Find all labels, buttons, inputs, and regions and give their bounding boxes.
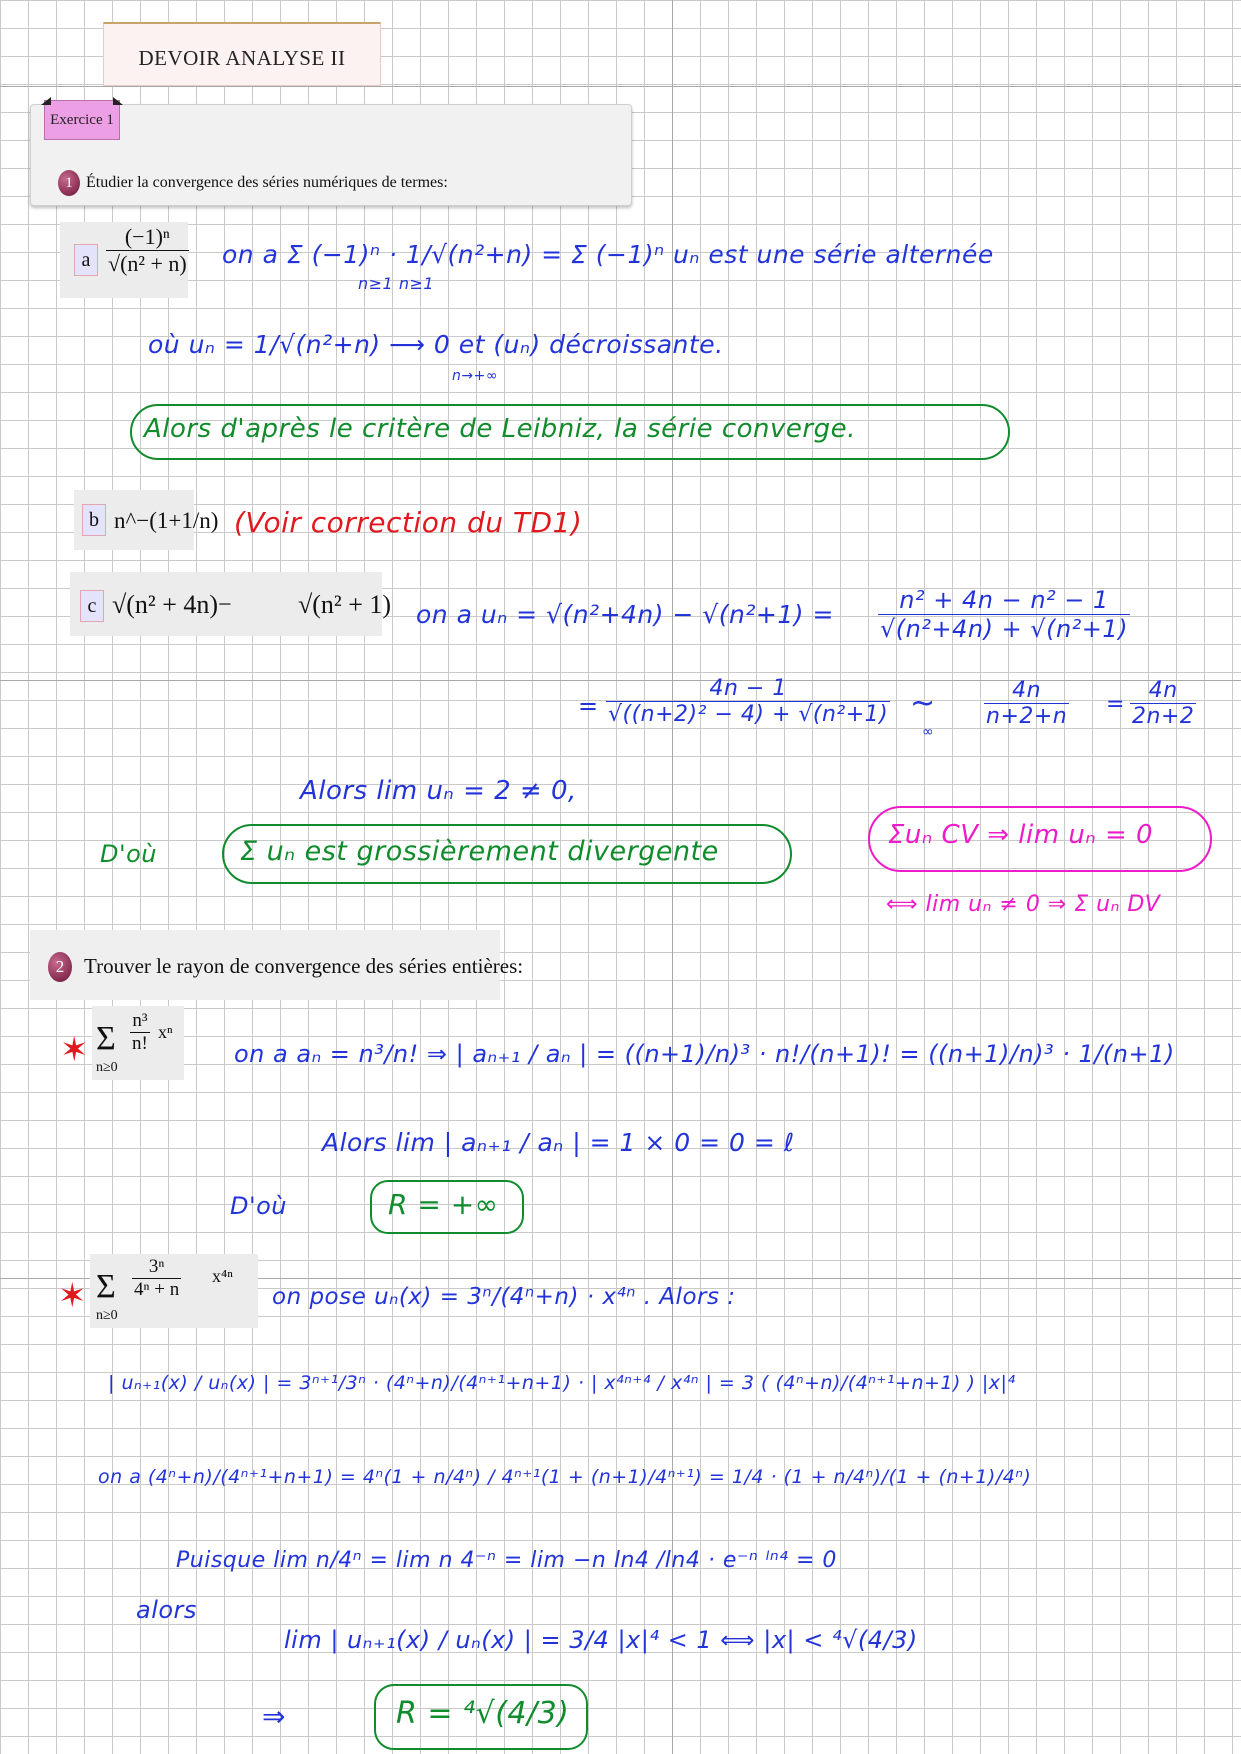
part-c-expr-right: √(n² + 1) — [298, 590, 392, 619]
series-2-line5: lim | uₙ₊₁(x) / uₙ(x) | = 3/4 |x|⁴ < 1 ⟺ |x| < ⁴√(4/3) — [284, 1626, 918, 1654]
part-c-line2-sim-sub: ∞ — [922, 724, 935, 740]
series-2-line3: on a (4ⁿ+n)/(4ⁿ⁺¹+n+1) = 4ⁿ(1 + n/4ⁿ) / 4ⁿ⁺¹(1 + (n+1)/4ⁿ⁺¹) = 1/4 · (1 + n/4ⁿ)/(1 + (n+1)/4ⁿ) — [98, 1466, 1032, 1488]
part-c-line2-frac — [606, 676, 890, 727]
part-c-line2-frac3 — [1130, 678, 1196, 729]
part-c-line2-num2: 4n — [1012, 678, 1042, 703]
series-2-den: 4ⁿ + n — [134, 1279, 180, 1300]
part-c-frac-num: n² + 4n − n² − 1 — [899, 586, 1109, 614]
document-title: DEVOIR ANALYSE II — [138, 46, 346, 70]
part-c-dou: D'où — [100, 840, 157, 868]
exercise-tab: Exercice 1 — [44, 100, 120, 140]
part-b-letter: b — [82, 504, 106, 536]
series-2-line1: on pose uₙ(x) = 3ⁿ/(4ⁿ+n) · x⁴ⁿ . Alors : — [272, 1284, 736, 1310]
series-1-result: R = +∞ — [388, 1188, 499, 1221]
part-c-line2-eq2: = — [1106, 692, 1125, 717]
series-2-sub: n≥0 — [96, 1308, 118, 1323]
question-2-text: Trouver le rayon de convergence des séries entières: — [84, 954, 524, 978]
part-c-line2-eq: = — [578, 692, 599, 720]
part-a-letter: a — [74, 244, 98, 276]
notebook-line — [0, 86, 1241, 87]
part-c-line2-num3: 4n — [1148, 678, 1178, 703]
part-a-line1: on a Σ (−1)ⁿ · 1/√(n²+n) = Σ (−1)ⁿ uₙ est une série alternée — [222, 240, 994, 269]
series-1-frac — [130, 1010, 150, 1055]
part-c-line1: on a uₙ = √(n²+4n) − √(n²+1) = — [416, 600, 834, 629]
series-1-line1: on a aₙ = n³/n! ⇒ | aₙ₊₁ / aₙ | = ((n+1)/n)³ · n!/(n+1)! = ((n+1)/n)³ · 1/(n+1) — [234, 1040, 1175, 1068]
series-2-alors: alors — [136, 1596, 197, 1624]
part-c-line2-sim: ~ — [910, 686, 936, 721]
part-c-line2-frac2 — [984, 678, 1069, 729]
part-a-line2: où uₙ = 1/√(n²+n) ⟶ 0 et (uₙ) décroissante. — [148, 330, 724, 359]
series-2-implies: ⇒ — [262, 1700, 286, 1733]
series-2-xpow: x⁴ⁿ — [212, 1266, 233, 1286]
part-c-line1-frac — [878, 586, 1130, 643]
part-c-side-note: Σuₙ CV ⇒ lim uₙ = 0 — [888, 820, 1154, 850]
series-2-result: R = ⁴√(4/3) — [396, 1696, 570, 1731]
part-c-line2-den2: n+2+n — [986, 704, 1068, 729]
part-c-side-note2: ⟺ lim uₙ ≠ 0 ⇒ Σ uₙ DV — [886, 892, 1161, 917]
part-c-line2-den3: 2n+2 — [1132, 704, 1195, 729]
series-1-xpow: xⁿ — [158, 1022, 173, 1042]
series-2-star-icon: ✶ — [58, 1276, 87, 1316]
series-1-star-icon: ✶ — [60, 1030, 89, 1070]
part-a-line2-sub: n→+∞ — [452, 368, 498, 384]
series-1-line2: Alors lim | aₙ₊₁ / aₙ | = 1 × 0 = 0 = ℓ — [322, 1128, 795, 1157]
question-number-badge: 1 — [58, 170, 80, 196]
part-c-conclusion: Σ uₙ est grossièrement divergente — [240, 836, 719, 867]
document-title-box — [103, 22, 381, 86]
part-c-letter: c — [80, 590, 104, 622]
part-c-expr-minus: − — [218, 592, 232, 618]
series-2-num: 3ⁿ — [148, 1256, 165, 1277]
part-c-line2-num: 4n − 1 — [709, 676, 787, 701]
series-2-frac — [132, 1256, 181, 1301]
part-a-expression — [106, 224, 189, 277]
series-2-line2: | uₙ₊₁(x) / uₙ(x) | = 3ⁿ⁺¹/3ⁿ · (4ⁿ+n)/(4ⁿ⁺¹+n+1) · | x⁴ⁿ⁺⁴ / x⁴ⁿ | = 3 ( (4ⁿ+n)/(4ⁿ⁺¹+n+1) ) |x|⁴ — [108, 1372, 1016, 1394]
series-1-sub: n≥0 — [96, 1060, 118, 1075]
part-b-expression: n^−(1+1/n) — [114, 508, 219, 533]
series-1-den: n! — [132, 1033, 148, 1054]
part-c-line3: Alors lim uₙ = 2 ≠ 0, — [300, 776, 577, 806]
part-c-frac-den: √(n²+4n) + √(n²+1) — [880, 615, 1129, 643]
part-c-line2-den: √((n+2)² − 4) + √(n²+1) — [608, 702, 889, 727]
part-b-note: (Voir correction du TD1) — [234, 506, 583, 539]
part-a-conclusion: Alors d'après le critère de Leibniz, la série converge. — [144, 414, 856, 444]
series-1-dou: D'où — [230, 1192, 287, 1220]
part-a-line1-sub: n≥1 n≥1 — [358, 274, 435, 293]
question-1-text: Étudier la convergence des séries numériques de termes: — [86, 174, 448, 191]
part-a-numerator: (−1)ⁿ — [124, 224, 170, 249]
series-1-num: n³ — [132, 1010, 148, 1031]
part-a-denominator: √(n² + n) — [108, 251, 187, 276]
part-c-expr-left: √(n² + 4n) — [112, 590, 219, 619]
series-2-sigma: Σ — [96, 1268, 116, 1305]
question-2-badge: 2 — [48, 952, 72, 982]
series-2-line4: Puisque lim n/4ⁿ = lim n 4⁻ⁿ = lim −n ln4 /ln4 · e⁻ⁿ ˡⁿ⁴ = 0 — [176, 1548, 837, 1573]
series-1-sigma: Σ — [96, 1020, 116, 1057]
